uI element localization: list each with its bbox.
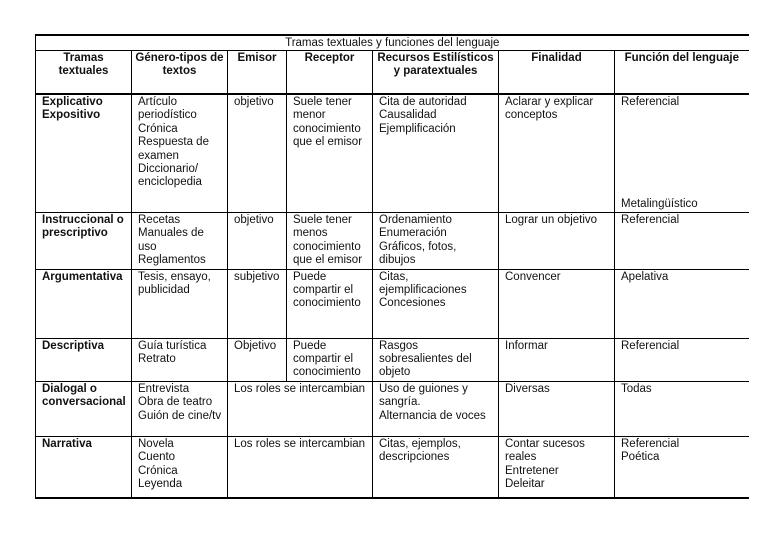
funcion-cell: Referencial Metalingüístico [615, 94, 749, 213]
genero-cell: Guía turística Retrato [132, 338, 228, 381]
recursos-cell: Uso de guiones y sangría. Alternancia de voces [373, 381, 499, 436]
emisor-receptor-cell: Los roles se intercambian [228, 381, 373, 436]
genero-cell: Tesis, ensayo, publicidad [132, 269, 228, 338]
funcion-cell: Referencial [615, 338, 749, 381]
finalidad-cell: Aclarar y explicar conceptos [499, 94, 615, 213]
table-row [36, 94, 749, 213]
header-finalidad: Finalidad [499, 51, 615, 95]
funcion-cell: Referencial Poética [615, 436, 749, 498]
funcion-cell: Referencial [615, 213, 749, 270]
trama-cell: Narrativa [36, 436, 132, 498]
header-funcion: Función del lenguaje [615, 51, 749, 95]
receptor-cell: Puede compartir el conocimiento [287, 338, 373, 381]
header-recursos: Recursos Estilísticos y paratextuales [373, 51, 499, 95]
recursos-cell: Citas, ejemplos, descripciones [373, 436, 499, 498]
recursos-cell: Cita de autoridad Causalidad Ejemplificación [373, 94, 499, 213]
header-genero: Género-tipos de textos [132, 51, 228, 95]
header-row [36, 51, 749, 95]
table-row [36, 436, 749, 498]
recursos-cell: Ordenamiento Enumeración Gráficos, fotos, dibujos [373, 213, 499, 270]
recursos-cell: Rasgos sobresalientes del objeto [373, 338, 499, 381]
receptor-cell: Puede compartir el conocimiento [287, 269, 373, 338]
genero-cell: Artículo periodístico Crónica Respuesta de examen Diccionario/ enciclopedia [132, 94, 228, 213]
trama-cell: Explicativo Expositivo [36, 94, 132, 213]
header-receptor: Receptor [287, 51, 373, 95]
trama-cell: Dialogal o conversacional [36, 381, 132, 436]
header-emisor: Emisor [228, 51, 287, 95]
genero-cell: Entrevista Obra de teatro Guión de cine/tv [132, 381, 228, 436]
table-row [36, 338, 749, 381]
receptor-cell: Suele tener menos conocimiento que el emisor [287, 213, 373, 270]
funcion-cell: Todas [615, 381, 749, 436]
receptor-cell: Suele tener menor conocimiento que el emisor [287, 94, 373, 213]
table-row [36, 269, 749, 338]
finalidad-cell: Lograr un objetivo [499, 213, 615, 270]
funcion-cell: Apelativa [615, 269, 749, 338]
document-page [35, 34, 748, 499]
emisor-cell: subjetivo [228, 269, 287, 338]
genero-cell: Recetas Manuales de uso Reglamentos [132, 213, 228, 270]
finalidad-cell: Diversas [499, 381, 615, 436]
finalidad-cell: Convencer [499, 269, 615, 338]
table-title: Tramas textuales y funciones del lenguaje [36, 35, 749, 51]
tramas-table [35, 34, 749, 499]
emisor-cell: Objetivo [228, 338, 287, 381]
trama-cell: Descriptiva [36, 338, 132, 381]
emisor-receptor-cell: Los roles se intercambian [228, 436, 373, 498]
emisor-cell: objetivo [228, 213, 287, 270]
trama-cell: Argumentativa [36, 269, 132, 338]
recursos-cell: Citas, ejemplificaciones Concesiones [373, 269, 499, 338]
trama-cell: Instruccional o prescriptivo [36, 213, 132, 270]
header-tramas: Tramas textuales [36, 51, 132, 95]
emisor-cell: objetivo [228, 94, 287, 213]
funcion-extra: Metalingüístico [621, 197, 698, 210]
finalidad-cell: Informar [499, 338, 615, 381]
genero-cell: Novela Cuento Crónica Leyenda [132, 436, 228, 498]
table-row [36, 381, 749, 436]
finalidad-cell: Contar sucesos reales Entretener Deleitar [499, 436, 615, 498]
table-row [36, 213, 749, 270]
